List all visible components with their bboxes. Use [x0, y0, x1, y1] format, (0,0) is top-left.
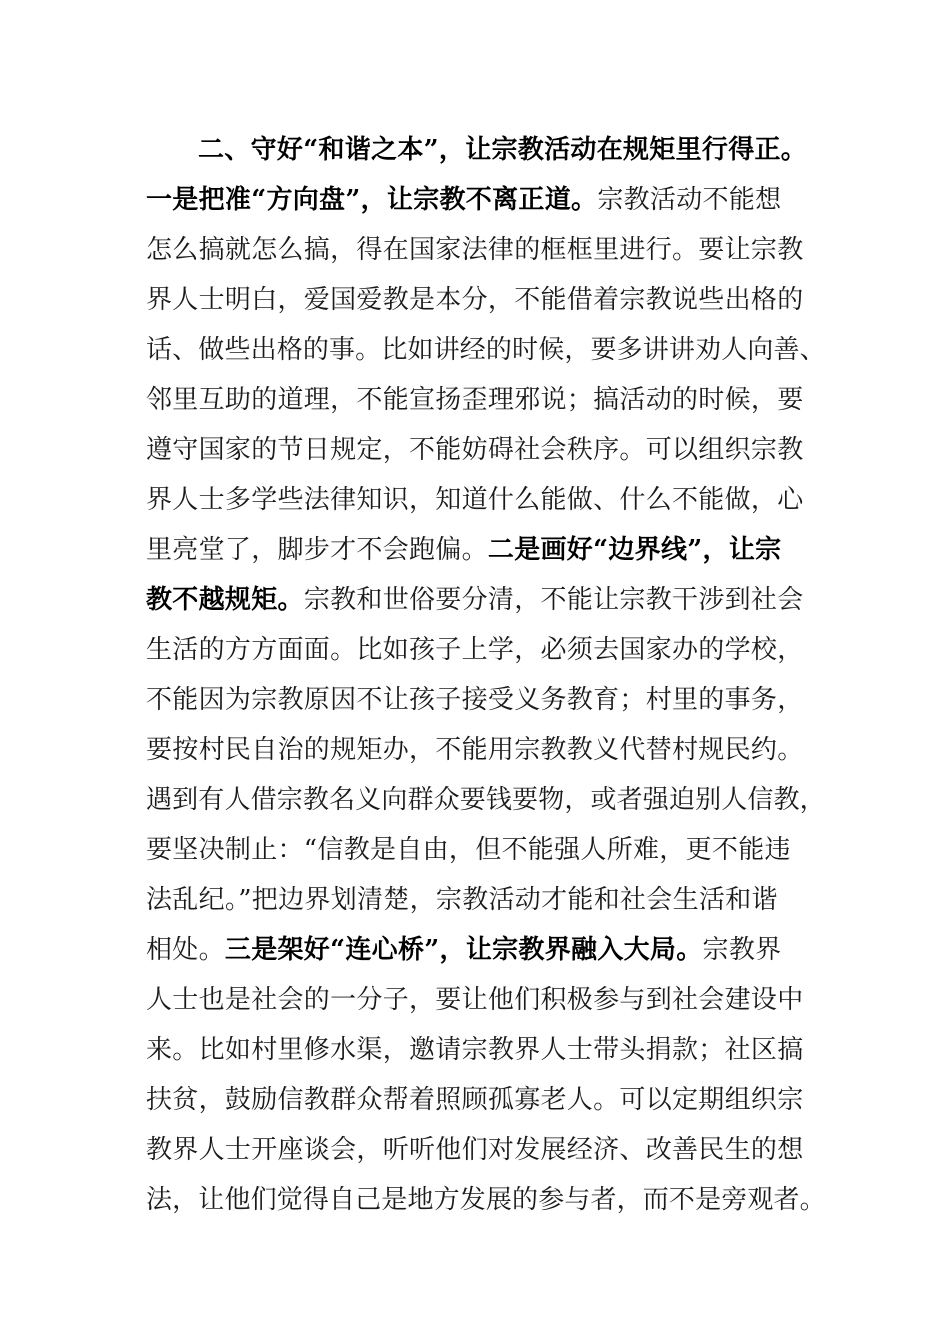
paragraph-line — [146, 825, 826, 875]
text-run: 邻里互助的道理，不能宣扬歪理邪说；搞活动的时候，要 — [146, 385, 804, 415]
text-run: 要坚决制止：“信教是自由，但不能强人所难，更不能违 — [146, 835, 791, 865]
text-run: 生活的方方面面。比如孩子上学，必须去国家办的学校， — [146, 635, 804, 665]
bold-text: 一是把准“方向盘”，让宗教不离正道。 — [146, 185, 598, 215]
bold-text: 三是架好“连心桥”，让宗教界融入大局。 — [224, 935, 703, 965]
text-run: 法乱纪。”把边界划清楚，宗教活动才能和社会生活和谐 — [146, 885, 778, 915]
paragraph-line — [146, 625, 826, 675]
text-run: 遇到有人借宗教名义向群众要钱要物，或者强迫别人信教， — [146, 785, 826, 815]
paragraph-line — [146, 975, 826, 1025]
text-run: 人士也是社会的一分子，要让他们积极参与到社会建设中 — [146, 985, 804, 1015]
text-run: 话、做些出格的事。比如讲经的时候，要多讲讲劝人向善、 — [146, 335, 826, 365]
paragraph-line — [146, 425, 826, 475]
paragraph-line — [146, 1125, 826, 1175]
text-run: 遵守国家的节日规定，不能妨碍社会秩序。可以组织宗教 — [146, 435, 804, 465]
paragraph-line — [146, 175, 826, 225]
paragraph-line — [146, 725, 826, 775]
paragraph-line — [146, 225, 826, 275]
paragraph-line — [146, 1175, 826, 1225]
bold-text: 二是画好“边界线”，让宗 — [487, 535, 782, 565]
text-run: 界人士明白，爱国爱教是本分，不能借着宗教说些出格的 — [146, 285, 804, 315]
text-run: 怎么搞就怎么搞，得在国家法律的框框里进行。要让宗教 — [146, 235, 804, 265]
paragraph-line — [146, 875, 826, 925]
text-run: 扶贫，鼓励信教群众帮着照顾孤寡老人。可以定期组织宗 — [146, 1085, 804, 1115]
paragraph-line — [146, 525, 826, 575]
paragraph-line — [146, 475, 826, 525]
text-run: 不能因为宗教原因不让孩子接受义务教育；村里的事务， — [146, 685, 804, 715]
paragraph-line — [146, 1025, 826, 1075]
paragraph-line — [146, 325, 826, 375]
text-run: 宗教活动不能想 — [597, 185, 782, 215]
text-run: 来。比如村里修水渠，邀请宗教界人士带头捐款；社区搞 — [146, 1035, 804, 1065]
section-heading — [198, 125, 818, 175]
paragraph-line — [146, 675, 826, 725]
paragraph-line — [146, 1075, 826, 1125]
paragraph-line — [146, 575, 826, 625]
text-run: 宗教界 — [702, 935, 782, 965]
paragraph-line — [146, 275, 826, 325]
text-run: 教界人士开座谈会，听听他们对发展经济、改善民生的想 — [146, 1135, 804, 1165]
paragraph-line — [146, 375, 826, 425]
text-run: 里亮堂了，脚步才不会跑偏。 — [146, 535, 488, 565]
bold-text: 教不越规矩。 — [146, 585, 304, 615]
text-run: 宗教和世俗要分清，不能让宗教干涉到社会 — [303, 585, 804, 615]
text-run: 界人士多学些法律知识，知道什么能做、什么不能做，心 — [146, 485, 804, 515]
text-run: 相处。 — [146, 935, 225, 965]
paragraph-line — [146, 775, 826, 825]
bold-text: 二、守好“和谐之本”，让宗教活动在规矩里行得正。 — [198, 135, 808, 165]
text-run: 要按村民自治的规矩办，不能用宗教教义代替村规民约。 — [146, 735, 804, 765]
text-run: 法，让他们觉得自己是地方发展的参与者，而不是旁观者。 — [146, 1185, 826, 1215]
paragraph-line — [146, 925, 826, 975]
